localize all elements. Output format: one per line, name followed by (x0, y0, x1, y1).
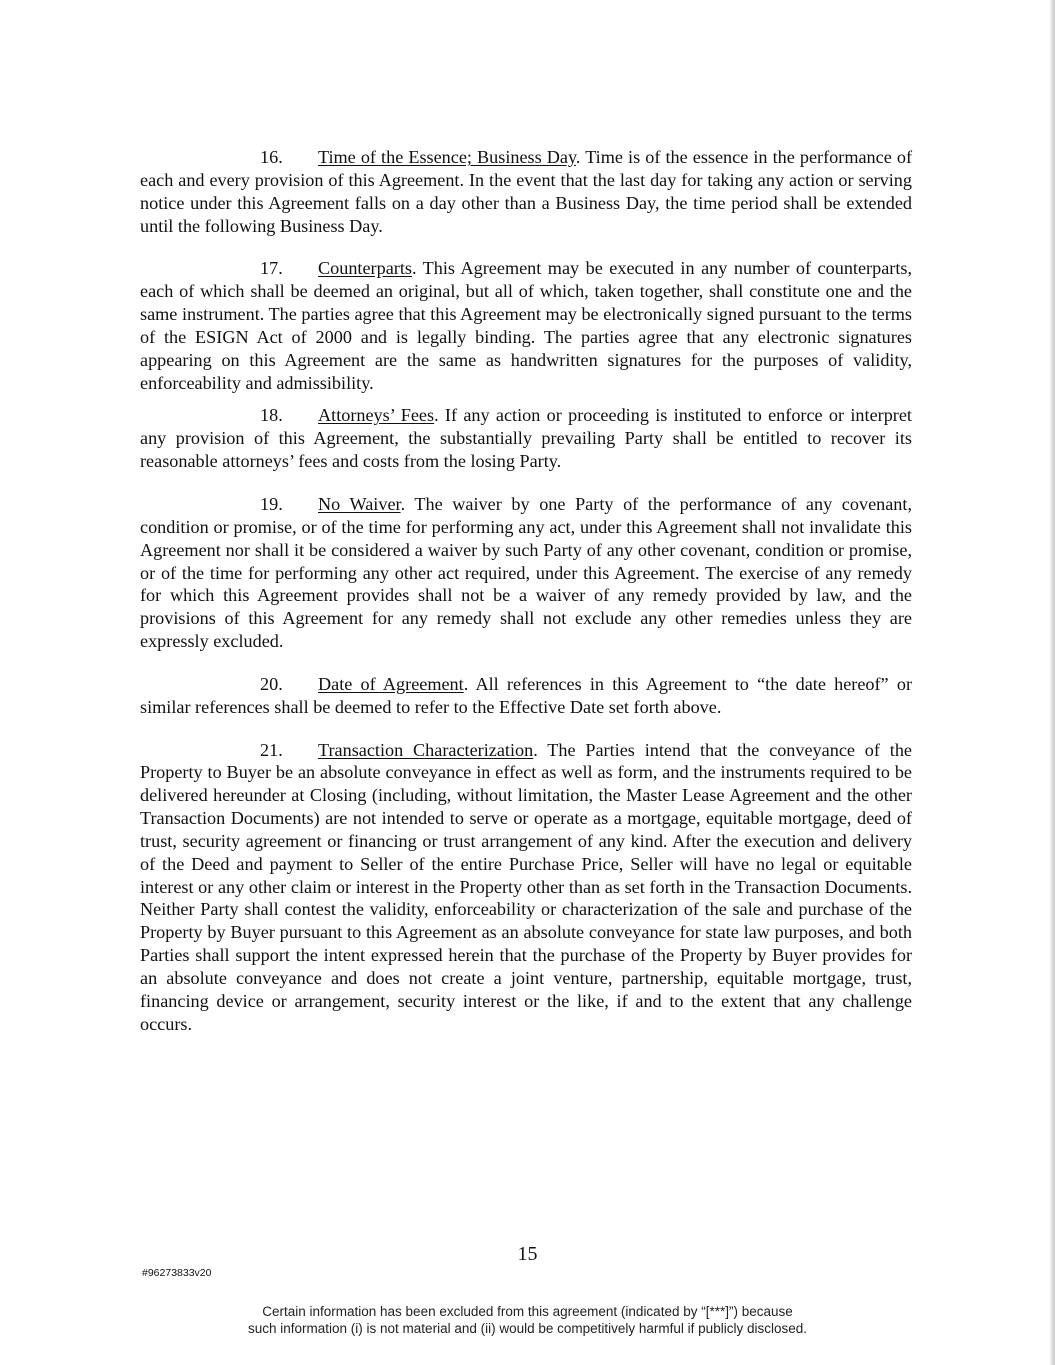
agreement-body (140, 146, 912, 1056)
section-number: 19. (260, 493, 283, 514)
section-20 (140, 673, 912, 719)
section-text: . The Parties intend that the conveyance of the Property to Buyer be an absolute conveyance in effect as well as form, and the instruments required to be delivered hereunder at Closing (including, without limitation, the Master Lease Agreement and the other Transaction Documents) are not intended to serve or operate as a mortgage, equitable mortgage, deed of trust, security agreement or financing or trust arrangement of any kind. After the execution and delivery of the Deed and payment to Seller of the entire Purchase Price, Seller will have no legal or equitable interest or any other claim or interest in the Property other than as set forth in the Transaction Documents. Neither Party shall contest the validity, enforceability or characterization of the sale and purchase of the Property by Buyer pursuant to this Agreement as an absolute conveyance for state law purposes, and both Parties shall support the intent expressed herein that the purchase of the Property by Buyer provides for an absolute conveyance and does not create a joint venture, partnership, equitable mortgage, trust, financing device or arrangement, security interest or the like, if and to the extent that any challenge occurs. (140, 739, 912, 1034)
section-heading: Time of the Essence; Business Day (318, 147, 576, 167)
section-19 (140, 493, 912, 653)
section-heading: Transaction Characterization (318, 739, 534, 760)
section-number: 20. (260, 673, 283, 694)
section-text: . If any action or proceeding is instituted to enforce or interpret any provision of this Agreement, the substantially prevailing Party shall be entitled to recover its reasonable attorneys’ fees and costs from the losing Party. (140, 405, 912, 472)
section-heading: Date of Agreement (318, 673, 464, 694)
section-16 (140, 146, 912, 237)
section-text: . The waiver by one Party of the performance of any covenant, condition or promise, or of the time for performing any act, under this Agreement shall not invalidate this Agreement nor shall it be considered a waiver by such Party of any other covenant, condition or promise, or of the time for performing any other act required, under this Agreement. The exercise of any remedy for which this Agreement provides shall not be a waiver of any remedy provided by law, and the provisions of this Agreement for any remedy shall not exclude any other remedies unless they are expressly excluded. (140, 493, 912, 652)
section-18 (140, 404, 912, 473)
redaction-notice (0, 1303, 1055, 1337)
section-21 (140, 739, 912, 1036)
page-number: 15 (517, 1243, 538, 1265)
section-heading: Counterparts (318, 258, 412, 279)
section-text: . This Agreement may be executed in any number of counterparts, each of which shall be deemed an original, but all of which, taken together, shall constitute one and the same instrument. The parties agree that this Agreement may be electronically signed pursuant to the terms of the ESIGN Act of 2000 and is legally binding. The parties agree that any electronic signatures appearing on this Agreement are the same as handwritten signatures for the purposes of validity, enforceability and admissibility. (140, 258, 912, 393)
section-17 (140, 257, 912, 394)
section-number: 21. (260, 739, 283, 760)
redaction-notice-line-1: Certain information has been excluded from this agreement (indicated by “[***]”) because (262, 1304, 793, 1319)
section-number: 16. (260, 147, 283, 167)
document-id: #96273833v20 (142, 1267, 212, 1279)
section-text: . Time is of the essence in the performance of each and every provision of this Agreement. In the event that the last day for taking any action or serving notice under this Agreement falls on a day other than a Business Day, the time period shall be extended until the following Business Day. (140, 147, 912, 236)
page-edge-shadow (1049, 0, 1055, 1365)
section-number: 17. (260, 258, 283, 279)
redaction-notice-line-2: such information (i) is not material and (ii) would be competitively harmful if publicly disclosed. (248, 1321, 807, 1336)
section-heading: Attorneys’ Fees (318, 405, 435, 426)
section-heading: No Waiver (318, 493, 401, 514)
section-number: 18. (260, 405, 283, 426)
section-text: . All references in this Agreement to “the date hereof” or similar references shall be deemed to refer to the Effective Date set forth above. (140, 673, 912, 717)
